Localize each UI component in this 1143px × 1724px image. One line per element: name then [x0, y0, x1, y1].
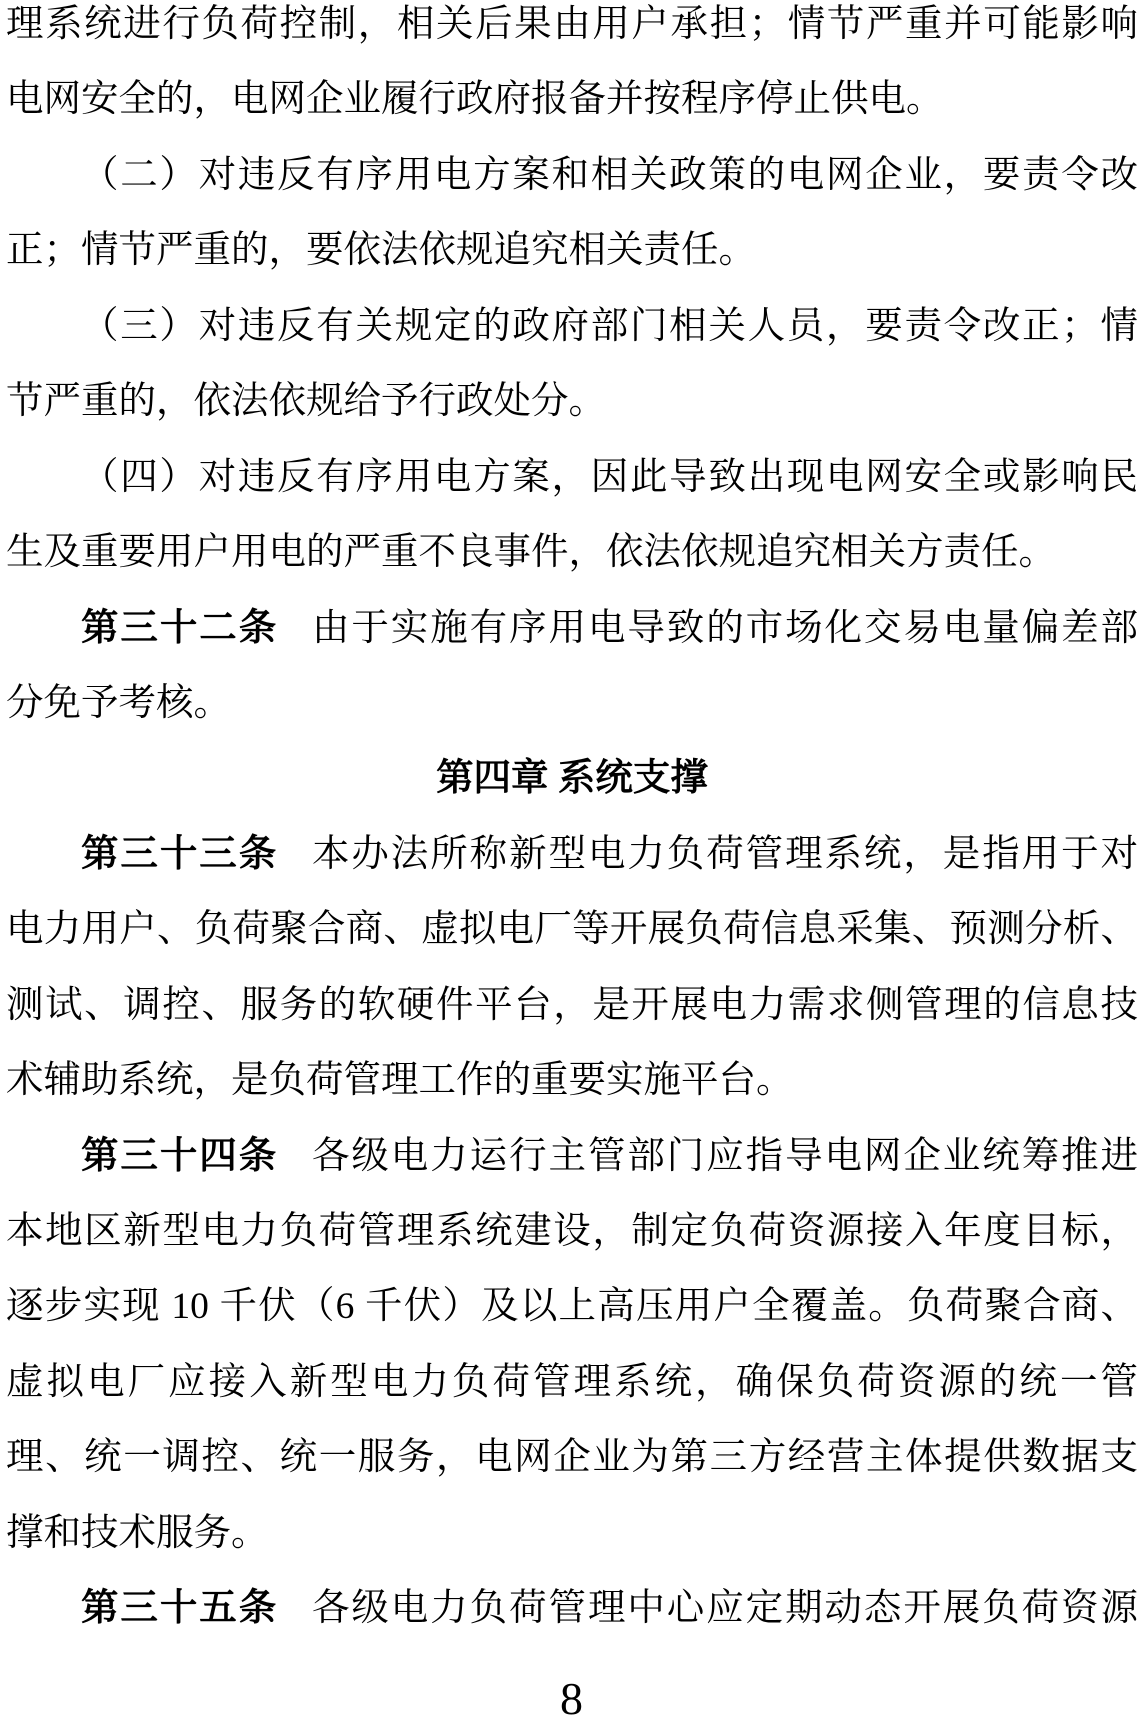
text-segment: 分免予考核。: [6, 682, 231, 724]
text-segment: （三）对违反有关规定的政府部门相关人员，要责令改正；情: [81, 305, 1138, 347]
text-segment: 撑和技术服务。: [6, 1512, 269, 1554]
line-16-article-34: [6, 1119, 1138, 1194]
line-03-item-2: [6, 138, 1138, 213]
text-segment: （二）对违反有序用电方案和相关政策的电网企业，要责令改: [81, 154, 1138, 196]
text-segment: 各级电力运行主管部门应指导电网企业统筹推进: [300, 1135, 1138, 1177]
text-segment: 本办法所称新型电力负荷管理系统，是指用于对: [300, 833, 1138, 875]
line-04: [6, 213, 1138, 288]
line-15: [6, 1043, 1138, 1118]
article-number-34: 第三十四条: [81, 1135, 279, 1177]
text-segment: 节严重的，依法依规给予行政处分。: [6, 381, 606, 423]
line-20: [6, 1420, 1138, 1495]
article-number-32: 第三十二条: [81, 607, 279, 649]
page-number: 8: [560, 1673, 583, 1724]
text-segment: 正；情节严重的，要依法依规追究相关责任。: [6, 230, 756, 272]
line-17: [6, 1194, 1138, 1269]
line-09-article-32: [6, 591, 1138, 666]
text-segment: 由于实施有序用电导致的市场化交易电量偏差部: [300, 607, 1138, 649]
text-segment: 逐步实现 10 千伏（6 千伏）及以上高压用户全覆盖。负荷聚合商、: [6, 1286, 1138, 1328]
line-05-item-3: [6, 289, 1138, 364]
text-segment: 生及重要用户用电的严重不良事件，依法依规追究相关方责任。: [6, 532, 1056, 574]
line-19: [6, 1345, 1138, 1420]
line-18: [6, 1269, 1138, 1344]
text-segment: 测试、调控、服务的软硬件平台，是开展电力需求侧管理的信息技: [6, 984, 1138, 1026]
text-segment: 本地区新型电力负荷管理系统建设，制定负荷资源接入年度目标，: [6, 1211, 1138, 1252]
line-02: [6, 62, 1138, 137]
line-10: [6, 666, 1138, 741]
text-segment: 虚拟电厂应接入新型电力负荷管理系统，确保负荷资源的统一管: [6, 1361, 1138, 1403]
line-01: [6, 0, 1138, 62]
line-21: [6, 1496, 1138, 1571]
text-segment: 理系统进行负荷控制，相关后果由用户承担；情节严重并可能影响: [6, 4, 1138, 45]
line-13: [6, 892, 1138, 967]
article-number-33: 第三十三条: [81, 833, 279, 875]
line-12-article-33: [6, 817, 1138, 892]
line-22-article-35: [6, 1571, 1138, 1646]
line-06: [6, 364, 1138, 439]
line-07-item-4: [6, 440, 1138, 515]
line-08: [6, 515, 1138, 590]
text-segment: 术辅助系统，是负荷管理工作的重要实施平台。: [6, 1060, 794, 1102]
chapter-heading-text: 第四章 系统支撑: [436, 758, 708, 800]
text-segment: 电力用户、负荷聚合商、虚拟电厂等开展负荷信息采集、预测分析、: [6, 909, 1138, 951]
text-segment: 各级电力负荷管理中心应定期动态开展负荷资源: [300, 1588, 1138, 1630]
text-segment: 电网安全的，电网企业履行政府报备并按程序停止供电。: [6, 79, 944, 121]
article-number-35: 第三十五条: [81, 1588, 279, 1630]
line-14: [6, 968, 1138, 1043]
text-segment: （四）对违反有序用电方案，因此导致出现电网安全或影响民: [81, 456, 1138, 498]
text-segment: 理、统一调控、统一服务，电网企业为第三方经营主体提供数据支: [6, 1437, 1138, 1479]
document-body: [6, 0, 1138, 1647]
chapter-heading: [6, 741, 1138, 816]
